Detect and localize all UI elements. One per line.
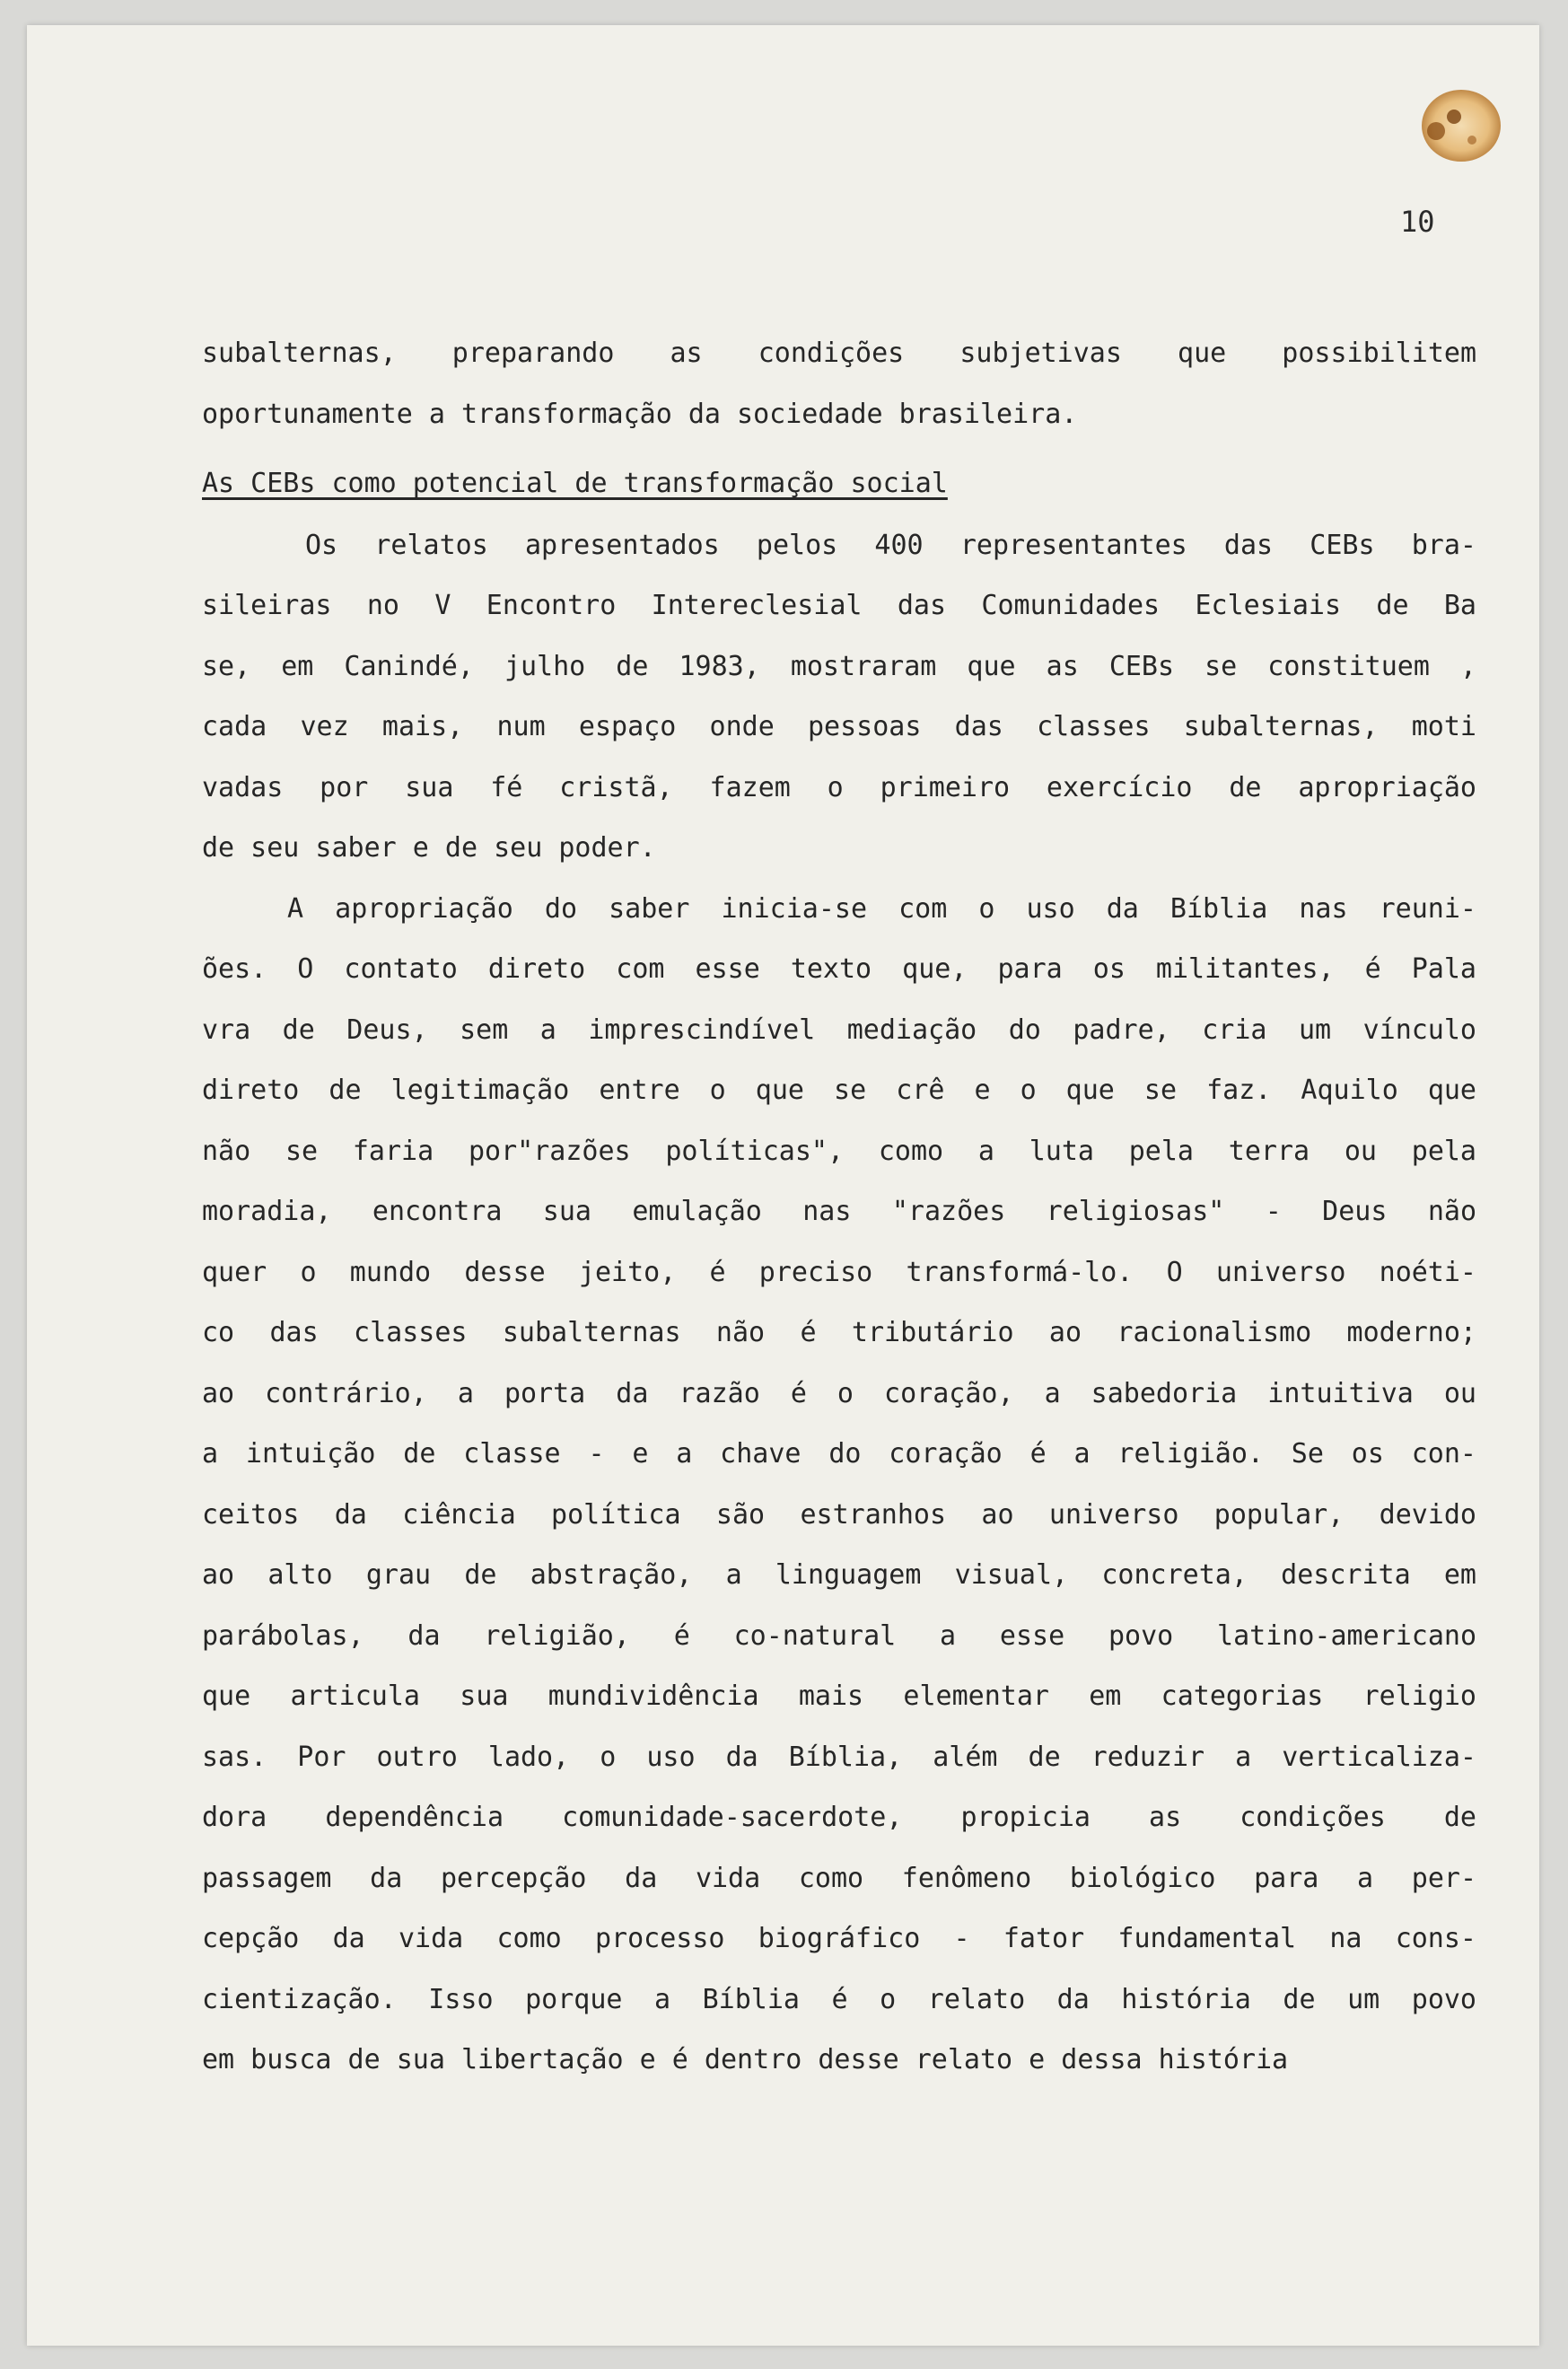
paragraph-line: dora dependência comunidade-sacerdote, propicia as condições de — [202, 1802, 1476, 1833]
paragraph-line: moradia, encontra sua emulação nas "razões religiosas" - Deus não — [202, 1196, 1476, 1227]
paragraph-line: ao alto grau de abstração, a linguagem visual, concreta, descrita em — [202, 1559, 1476, 1591]
body-text — [202, 323, 1476, 2091]
document-page — [27, 25, 1539, 2346]
paragraph-line: passagem da percepção da vida como fenômeno biológico para a per- — [202, 1862, 1476, 1894]
paragraph-line: direto de legitimação entre o que se crê e o que se faz. Aquilo que — [202, 1075, 1476, 1106]
paragraph-line: cientização. Isso porque a Bíblia é o relato da história de um povo — [202, 1983, 1476, 2015]
paragraph-line: Os relatos apresentados pelos 400 representantes das CEBs bra- — [305, 529, 1476, 561]
paragraph-line: a intuição de classe - e a chave do coração é a religião. Se os con- — [202, 1438, 1476, 1470]
paragraph-line: se, em Canindé, julho de 1983, mostraram que as CEBs se constituem , — [202, 650, 1476, 682]
coffee-stain-mark — [1398, 70, 1515, 187]
paragraph-line: de seu saber e de seu poder. — [202, 832, 656, 864]
paragraph-line: cepção da vida como processo biográfico - fator fundamental na cons- — [202, 1923, 1476, 1954]
paragraph-line: sas. Por outro lado, o uso da Bíblia, além de reduzir a verticaliza- — [202, 1741, 1476, 1773]
paragraph-line: parábolas, da religião, é co-natural a esse povo latino-americano — [202, 1619, 1476, 1652]
intro-line: oportunamente a transformação da sociedade brasileira. — [202, 398, 1078, 430]
paragraph-line: ões. O contato direto com esse texto que, para os militantes, é Pala — [202, 953, 1476, 985]
intro-line: subalternas, preparando as condições subjetivas que possibilitem — [202, 338, 1476, 369]
paragraph-line: vra de Deus, sem a imprescindível mediação do padre, cria um vínculo — [202, 1013, 1476, 1046]
paragraph-line: sileiras no V Encontro Intereclesial das Comunidades Eclesiais de Ba — [202, 590, 1476, 621]
section-heading: As CEBs como potencial de transformação social — [202, 468, 948, 499]
page-number: 10 — [1400, 205, 1435, 239]
paragraph-line: que articula sua mundividência mais elementar em categorias religio — [202, 1680, 1476, 1712]
paragraph-line: não se faria por"razões políticas", como a luta pela terra ou pela — [202, 1135, 1476, 1167]
paragraph-line: em busca de sua libertação e é dentro desse relato e dessa história — [202, 2044, 1289, 2075]
paragraph-line: ao contrário, a porta da razão é o coração, a sabedoria intuitiva ou — [202, 1377, 1476, 1409]
paragraph-line: quer o mundo desse jeito, é preciso transformá-lo. O universo noéti- — [202, 1256, 1476, 1288]
paragraph-line: ceitos da ciência política são estranhos ao universo popular, devido — [202, 1498, 1476, 1531]
paragraph-line: co das classes subalternas não é tributário ao racionalismo moderno; — [202, 1317, 1476, 1348]
paragraph-line: cada vez mais, num espaço onde pessoas das classes subalternas, moti — [202, 711, 1476, 742]
paragraph-line: vadas por sua fé cristã, fazem o primeiro exercício de apropriação — [202, 771, 1476, 803]
paragraph-line: A apropriação do saber inicia-se com o uso da Bíblia nas reuni- — [287, 892, 1476, 925]
